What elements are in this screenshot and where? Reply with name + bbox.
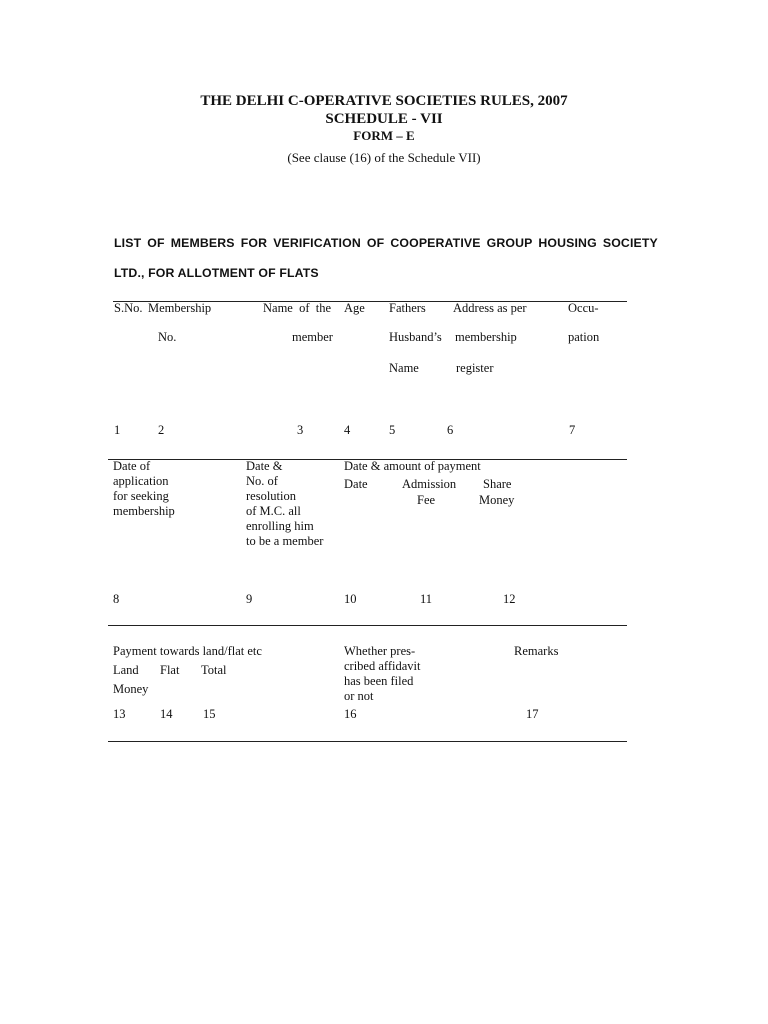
column-number: 10	[344, 592, 357, 606]
column-number: 16	[344, 707, 357, 721]
column-number: 4	[344, 423, 351, 437]
column-number: 17	[526, 707, 539, 721]
column-number: 11	[420, 592, 433, 606]
col-land: Land	[113, 663, 139, 677]
table3-top-rule	[108, 625, 627, 626]
col-register: register	[456, 361, 494, 375]
col-membership-no: No.	[158, 330, 177, 344]
col-no-of: No. of	[246, 474, 278, 488]
col-pation: pation	[568, 330, 600, 344]
col-sno: S.No.	[114, 301, 143, 315]
column-number: 15	[203, 707, 216, 721]
schedule-heading: SCHEDULE - VII	[325, 111, 443, 127]
col-of-mc-all: of M.C. all	[246, 504, 301, 518]
col-flat: Flat	[160, 663, 180, 677]
column-number: 2	[158, 423, 165, 437]
col-husbands: Husband’s	[389, 330, 442, 344]
col-date-and: Date &	[246, 459, 283, 473]
col-admission: Admission	[402, 477, 457, 491]
col-member: member	[292, 330, 333, 344]
col-age: Age	[344, 301, 365, 315]
column-number: 5	[389, 423, 396, 437]
col-money-total: Money	[113, 682, 149, 696]
col-payment-head: Date & amount of payment	[344, 459, 481, 473]
list-title-line-2: LTD., FOR ALLOTMENT OF FLATS	[114, 266, 319, 280]
col-occu: Occu-	[568, 301, 599, 315]
column-number: 1	[114, 423, 121, 437]
col-total: Total	[201, 663, 227, 677]
column-number: 6	[447, 423, 454, 437]
column-number: 9	[246, 592, 253, 606]
list-title-line-1: LIST OF MEMBERS FOR VERIFICATION OF COOPERATIVE GROUP HOUSING SOCIETY	[114, 236, 658, 250]
column-number: 14	[160, 707, 173, 721]
column-number: 12	[503, 592, 516, 606]
col-or-not: or not	[344, 689, 374, 703]
col-remarks: Remarks	[514, 644, 559, 658]
clause-reference: (See clause (16) of the Schedule VII)	[287, 150, 481, 165]
col-application: application	[113, 474, 169, 488]
col-fathers: Fathers	[389, 301, 426, 315]
col-enrolling-him: enrolling him	[246, 519, 314, 533]
col-date: Date	[344, 477, 368, 491]
col-has-been-filed: has been filed	[344, 674, 414, 688]
col-share: Share	[483, 477, 512, 491]
col-whether-pres: Whether pres-	[344, 644, 416, 658]
column-number: 7	[569, 423, 576, 437]
col-address-as-per: Address as per	[453, 301, 527, 315]
col-for-seeking: for seeking	[113, 489, 169, 503]
col-fee: Fee	[417, 493, 436, 507]
document-title: THE DELHI C-OPERATIVE SOCIETIES RULES, 2007	[200, 93, 568, 109]
col-cribed-affidavit: cribed affidavit	[344, 659, 421, 673]
column-number: 13	[113, 707, 126, 721]
col-name: Name	[389, 361, 419, 375]
column-number: 8	[113, 592, 120, 606]
col-membership-app: membership	[113, 504, 175, 518]
col-money: Money	[479, 493, 515, 507]
form-heading: FORM – E	[353, 128, 415, 143]
column-number: 3	[297, 423, 304, 437]
col-payment-land-flat: Payment towards land/flat etc	[113, 644, 262, 658]
col-resolution: resolution	[246, 489, 296, 503]
col-date-of: Date of	[113, 459, 151, 473]
col-to-be-member: to be a member	[246, 534, 324, 548]
table3-bottom-rule	[108, 741, 627, 742]
col-membership: Membership	[148, 301, 212, 315]
col-membership-2: membership	[455, 330, 517, 344]
col-name-of-the: Name of the	[263, 301, 332, 315]
